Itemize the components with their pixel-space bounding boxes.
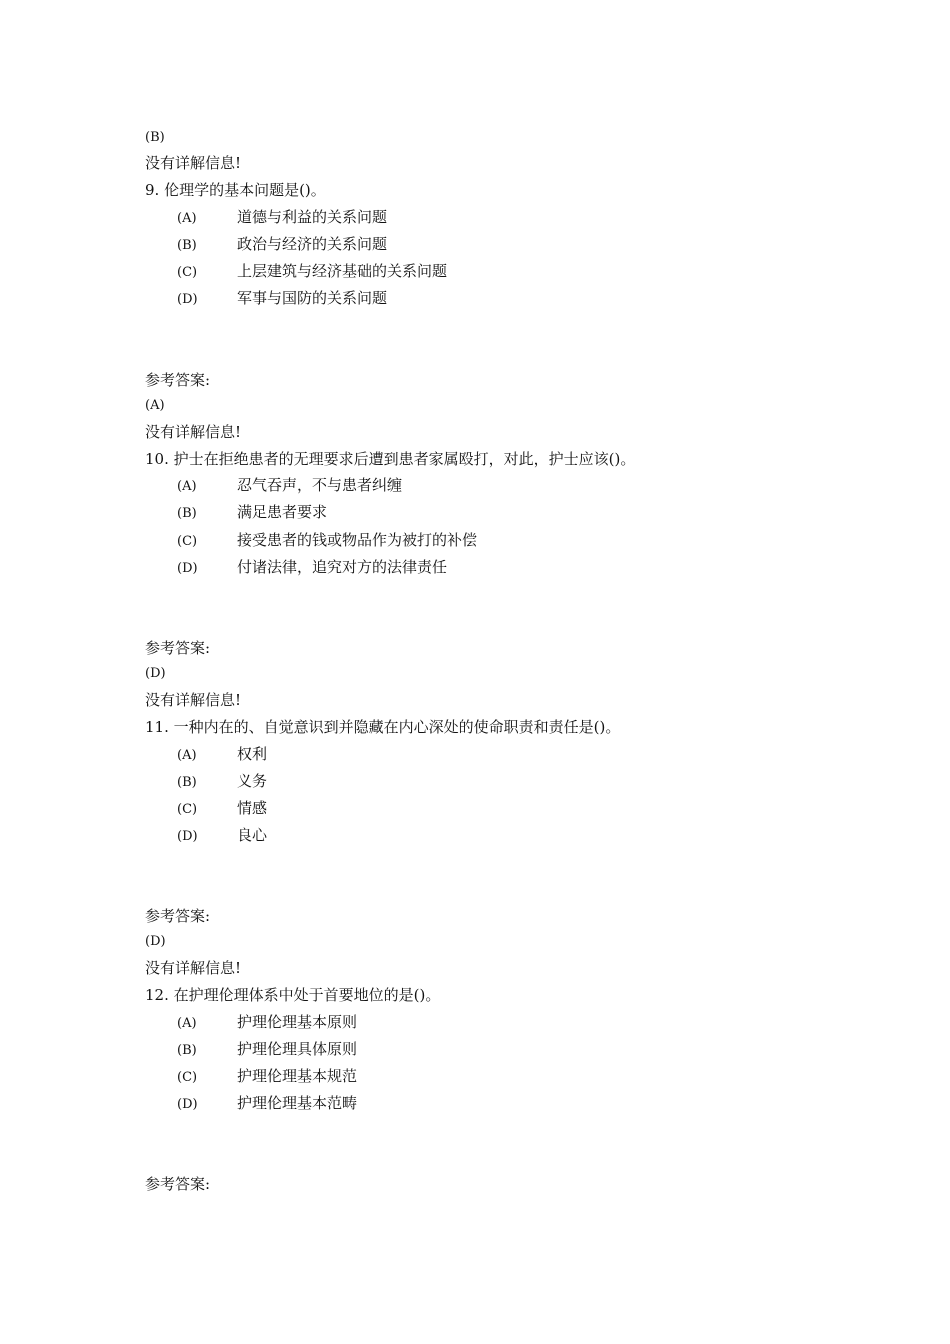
option-letter: (C) <box>177 1070 198 1085</box>
answer-label: 参考答案: <box>145 639 211 657</box>
option-letter: (C) <box>177 534 198 549</box>
option-text: 护理伦理具体原则 <box>237 1040 358 1058</box>
option-c <box>177 1066 357 1088</box>
option-d <box>177 825 267 847</box>
option-b <box>177 771 267 793</box>
option-letter: (B) <box>177 238 197 253</box>
explanation-text: 没有详解信息! <box>145 154 242 172</box>
option-b <box>177 1039 357 1061</box>
option-letter: (B) <box>177 775 197 790</box>
answer-value: (B) <box>145 130 165 145</box>
option-b <box>177 234 387 256</box>
option-text: 情感 <box>237 799 268 817</box>
option-text: 道德与利益的关系问题 <box>237 208 388 226</box>
option-a <box>177 207 387 229</box>
question-stem: 11. 一种内在的、自觉意识到并隐藏在内心深处的使命职责和责任是()。 <box>145 718 621 736</box>
option-text: 护理伦理基本规范 <box>237 1067 358 1085</box>
option-b <box>177 502 327 524</box>
option-d <box>177 1093 357 1115</box>
answer-value: (D) <box>145 934 166 949</box>
option-a <box>177 744 267 766</box>
explanation-text: 没有详解信息! <box>145 423 242 441</box>
option-d <box>177 288 387 310</box>
answer-label: 参考答案: <box>145 907 211 925</box>
option-d <box>177 557 447 579</box>
option-a <box>177 1012 357 1034</box>
option-letter: (D) <box>177 1097 198 1112</box>
answer-value: (A) <box>145 398 165 413</box>
option-text: 上层建筑与经济基础的关系问题 <box>237 262 448 280</box>
option-letter: (D) <box>177 829 198 844</box>
question-stem: 12. 在护理伦理体系中处于首要地位的是()。 <box>145 986 441 1004</box>
answer-label: 参考答案: <box>145 1175 211 1193</box>
option-letter: (D) <box>177 561 198 576</box>
option-letter: (B) <box>177 506 197 521</box>
answer-label: 参考答案: <box>145 371 211 389</box>
option-text: 忍气吞声，不与患者纠缠 <box>237 476 403 494</box>
option-letter: (A) <box>177 211 197 226</box>
option-letter: (D) <box>177 292 198 307</box>
answer-value: (D) <box>145 666 166 681</box>
option-text: 义务 <box>237 772 268 790</box>
option-letter: (B) <box>177 1043 197 1058</box>
question-stem: 10. 护士在拒绝患者的无理要求后遭到患者家属殴打，对此，护士应该()。 <box>145 450 636 468</box>
option-text: 军事与国防的关系问题 <box>237 289 388 307</box>
explanation-text: 没有详解信息! <box>145 959 242 977</box>
option-text: 护理伦理基本原则 <box>237 1013 358 1031</box>
option-text: 护理伦理基本范畴 <box>237 1094 358 1112</box>
option-letter: (A) <box>177 1016 197 1031</box>
option-letter: (C) <box>177 265 198 280</box>
option-letter: (C) <box>177 802 198 817</box>
option-text: 权利 <box>237 745 268 763</box>
question-stem: 9. 伦理学的基本问题是()。 <box>145 181 326 199</box>
option-c <box>177 261 447 283</box>
option-c <box>177 530 477 552</box>
option-text: 付诸法律，追究对方的法律责任 <box>237 558 448 576</box>
option-a <box>177 475 402 497</box>
option-text: 政治与经济的关系问题 <box>237 235 388 253</box>
option-letter: (A) <box>177 748 197 763</box>
option-c <box>177 798 267 820</box>
option-text: 接受患者的钱或物品作为被打的补偿 <box>237 531 478 549</box>
option-text: 满足患者要求 <box>237 503 328 521</box>
explanation-text: 没有详解信息! <box>145 691 242 709</box>
option-letter: (A) <box>177 479 197 494</box>
option-text: 良心 <box>237 826 268 844</box>
